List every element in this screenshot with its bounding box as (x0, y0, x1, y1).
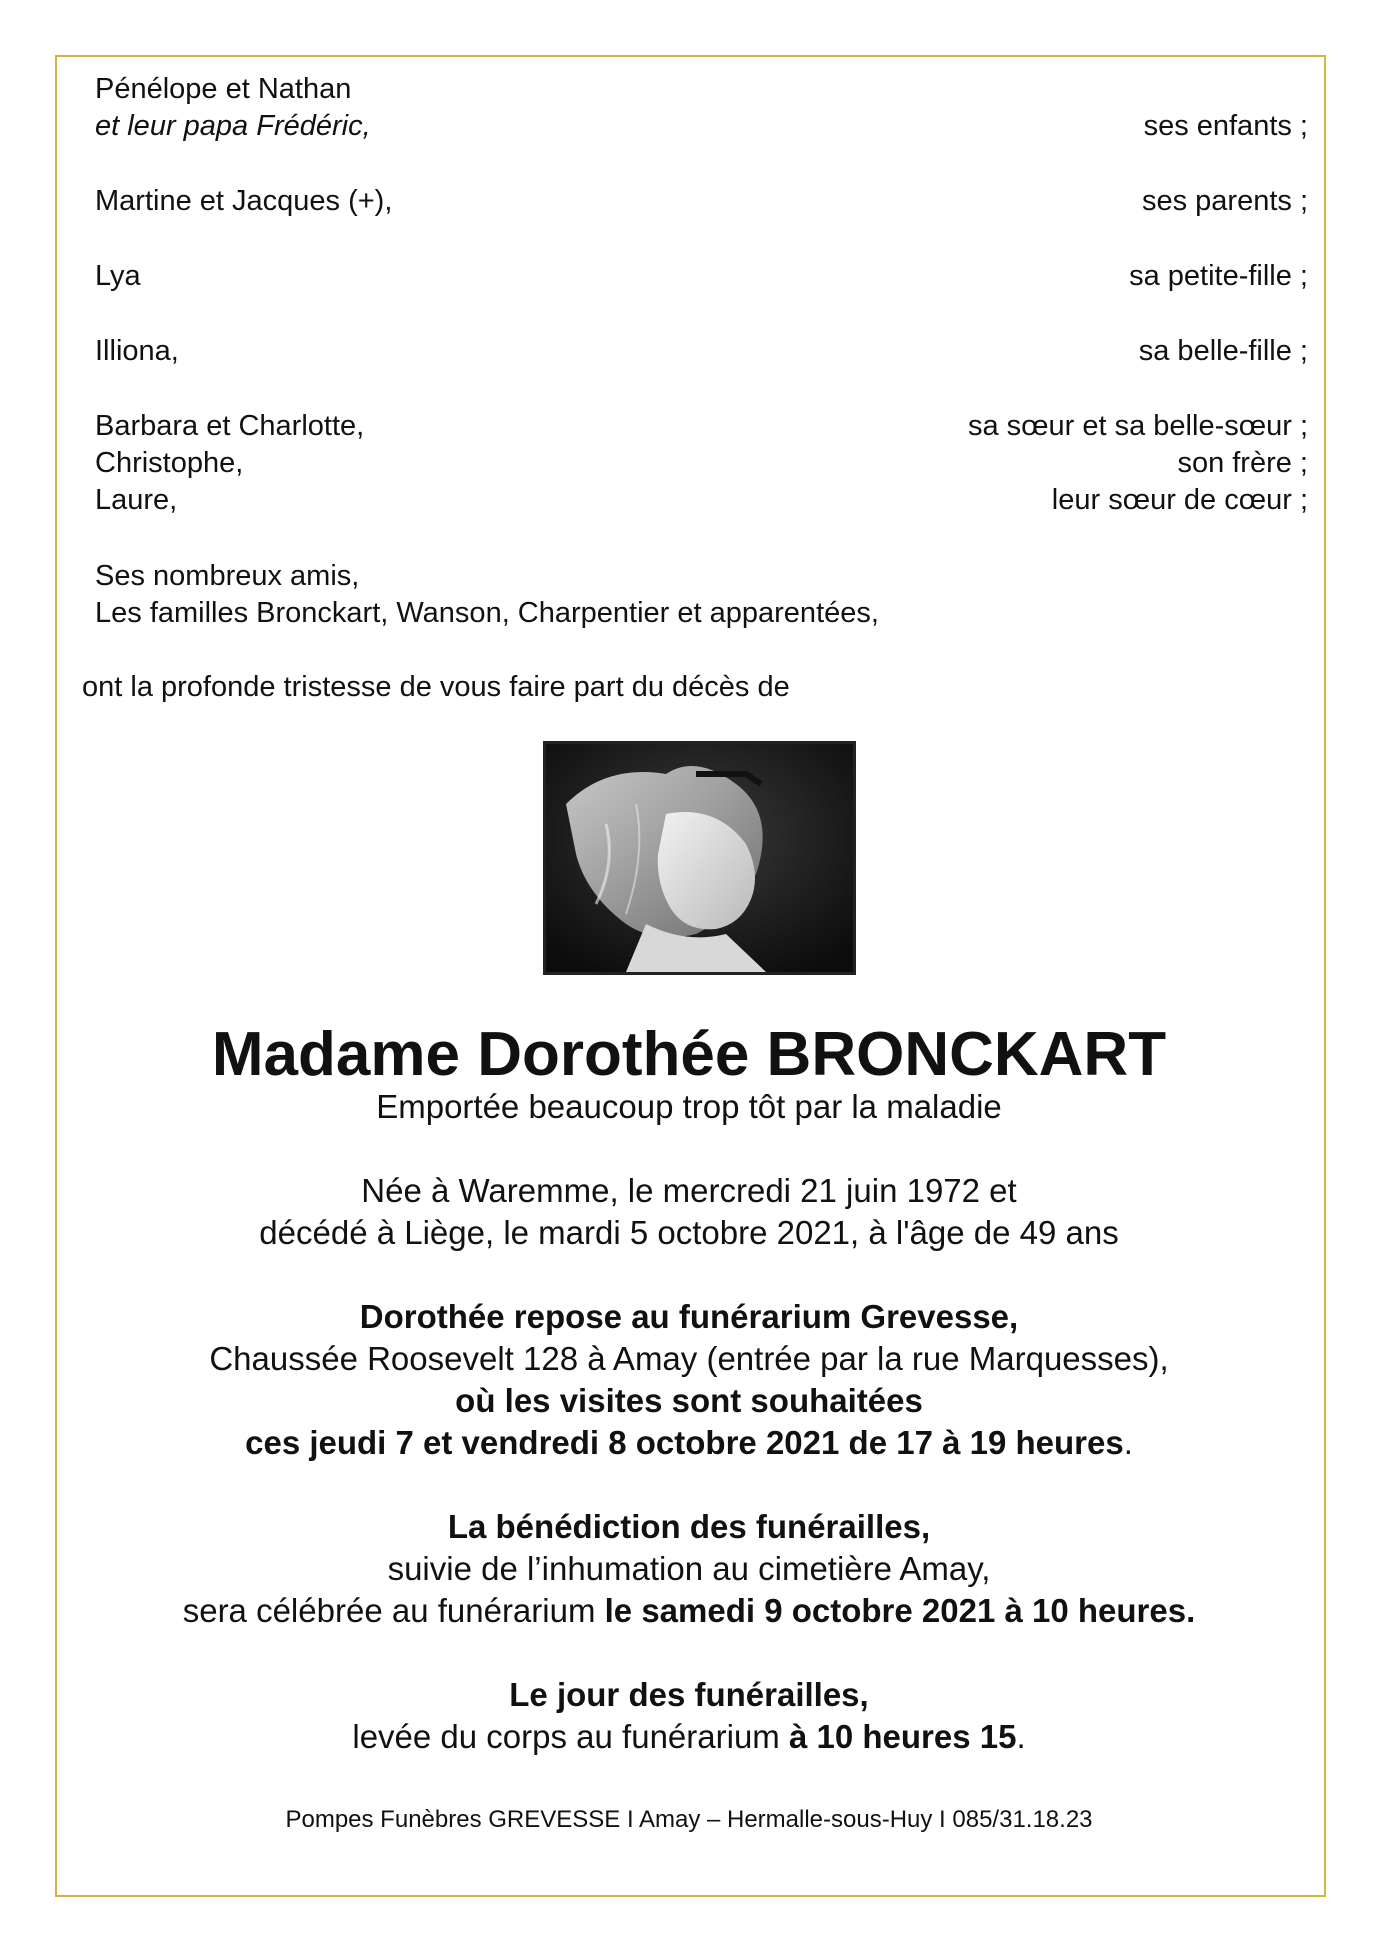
family-row-children (95, 70, 1308, 108)
family-names: Christophe, (95, 447, 244, 479)
family-relation: leur sœur de cœur ; (1051, 484, 1308, 516)
family-row-granddaughter (95, 257, 1308, 295)
visitation-note: où les visites sont souhaitées (455, 1382, 923, 1419)
visitation-heading: Dorothée repose au funérarium Grevesse, (359, 1298, 1019, 1335)
funeral-day-heading: Le jour des funérailles, (509, 1676, 869, 1713)
family-names: Ses nombreux amis, (95, 560, 360, 592)
family-row-daughter-in-law (95, 332, 1308, 370)
family-row-sisters (95, 407, 1308, 445)
ceremony-time-plain: sera célébrée au funérarium (182, 1592, 605, 1629)
family-names: Les familles Bronckart, Wanson, Charpentier et apparentées, (95, 597, 879, 629)
death-info: décédé à Liège, le mardi 5 octobre 2021, à l'âge de 49 ans (259, 1214, 1119, 1251)
funeral-day-time (0, 1716, 1378, 1758)
family-names: Pénélope et Nathan (95, 73, 352, 105)
family-row-parents (95, 182, 1308, 220)
family-names: Barbara et Charlotte, (95, 410, 365, 442)
family-row-heart-sister (95, 481, 1308, 519)
visitation-times-end: . (1123, 1424, 1133, 1461)
ceremony-time-bold: le samedi 9 octobre 2021 à 10 heures. (604, 1592, 1196, 1629)
family-row-children-2 (95, 107, 1308, 145)
ceremony-burial: suivie de l’inhumation au cimetière Amay, (387, 1550, 991, 1587)
family-relation: ses enfants ; (1143, 110, 1308, 142)
ceremony-heading: La bénédiction des funérailles, (447, 1508, 931, 1545)
visitation-address: Chaussée Roosevelt 128 à Amay (entrée par la rue Marquesses), (209, 1340, 1169, 1377)
visitation-times (0, 1422, 1378, 1464)
family-row-friends (95, 557, 1308, 595)
funeral-day-plain: levée du corps au funérarium (352, 1718, 789, 1755)
deceased-subtitle: Emportée beaucoup trop tôt par la maladie (376, 1088, 1002, 1125)
funeral-day-bold: à 10 heures 15 (788, 1718, 1017, 1755)
family-relation: son frère ; (1177, 447, 1308, 479)
family-row-brother (95, 444, 1308, 482)
family-names: Illiona, (95, 335, 179, 367)
intro-text: ont la profonde tristesse de vous faire part du décès de (82, 671, 790, 703)
funeral-day-end: . (1016, 1718, 1026, 1755)
birth-info: Née à Waremme, le mercredi 21 juin 1972 et (361, 1172, 1017, 1209)
family-relation: sa belle-fille ; (1138, 335, 1308, 367)
family-names: Lya (95, 260, 141, 292)
deceased-name: Madame Dorothée BRONCKART (211, 1020, 1167, 1089)
portrait-image (546, 744, 853, 972)
family-names: Martine et Jacques (+), (95, 185, 393, 217)
family-relation: sa sœur et sa belle-sœur ; (967, 410, 1308, 442)
footer-funeral-home: Pompes Funèbres GREVESSE I Amay – Hermalle-sous-Huy I 085/31.18.23 (285, 1806, 1093, 1833)
portrait-photo (543, 741, 856, 975)
family-row-families (95, 594, 1308, 632)
visitation-times-bold: ces jeudi 7 et vendredi 8 octobre 2021 de 17 à 19 heures (245, 1424, 1124, 1461)
ceremony-time (0, 1590, 1378, 1632)
family-relation: ses parents ; (1141, 185, 1308, 217)
family-relation: sa petite-fille ; (1129, 260, 1308, 292)
family-names: et leur papa Frédéric, (95, 110, 371, 142)
family-names: Laure, (95, 484, 178, 516)
